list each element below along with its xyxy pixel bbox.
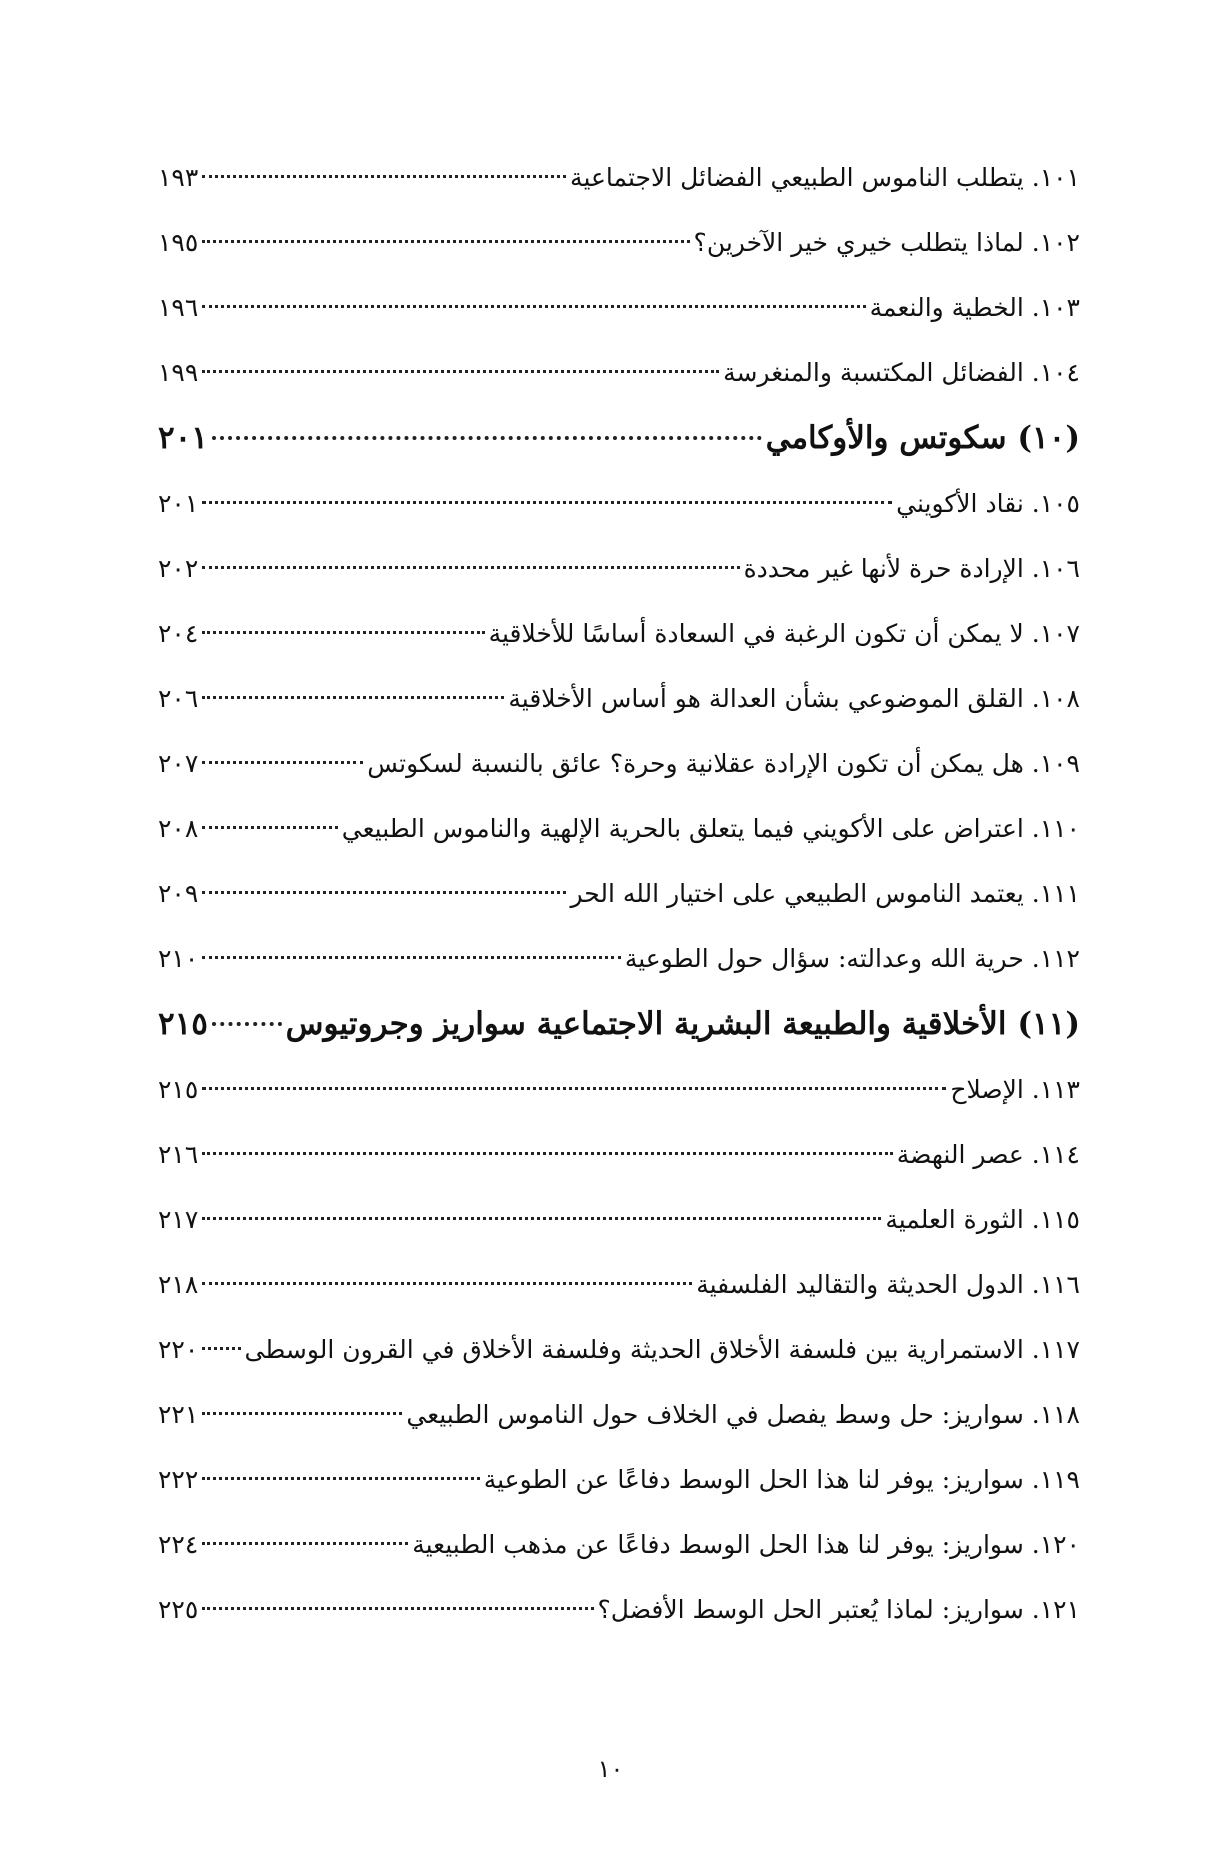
toc-entry [158,1135,1080,1200]
toc-entry-page: ٢٢١ [158,1400,199,1429]
dot-leader [202,1347,240,1350]
dot-leader [202,501,892,504]
dot-leader [202,566,739,569]
toc-entry [158,1525,1080,1590]
toc-entry-title: ١١٨. سواريز: حل وسط يفصل في الخلاف حول الناموس الطبيعي [406,1400,1080,1429]
dot-leader [202,696,504,699]
toc-entry-title: ١١٢. حرية الله وعدالته: سؤال حول الطوعية [624,944,1080,973]
toc-entry-page: ٢١٥ [158,1075,199,1104]
toc-entry-title: ١٠٢. لماذا يتطلب خيري خير الآخرين؟ [693,228,1080,257]
dot-leader [202,826,337,829]
toc-entry-page: ٢٢٥ [158,1595,199,1624]
toc-entry [158,1070,1080,1135]
toc-chapter-title: (١٠) سكوتس والأوكامي [765,420,1080,456]
toc-entry-title: ١٠٩. هل يمكن أن تكون الإرادة عقلانية وحرة؟ عائق بالنسبة لسكوتس [367,749,1080,778]
toc-entry-title: ١٠٦. الإرادة حرة لأنها غير محددة [743,554,1080,583]
toc-entry-title: ١٠٥. نقاد الأكويني [896,489,1080,518]
dot-leader [202,1087,946,1090]
dot-leader [202,631,484,634]
dot-leader [202,1542,408,1545]
dot-leader [202,956,621,959]
toc-entry-page: ١٩٩ [158,358,199,387]
toc-entry-title: ١٠٨. القلق الموضوعي بشأن العدالة هو أساس الأخلاقية [508,684,1080,713]
toc-entry-title: ١١٩. سواريز: يوفر لنا هذا الحل الوسط دفاعًا عن الطوعية [483,1465,1080,1494]
toc-entry-page: ٢١٧ [158,1205,199,1234]
toc-entry-title: ١٢٠. سواريز: يوفر لنا هذا الحل الوسط دفاعًا عن مذهب الطبيعية [412,1530,1080,1559]
toc-entry [158,288,1080,353]
toc-entry-page: ١٩٣ [158,163,199,192]
toc-entry-title: ١١٠. اعتراض على الأكويني فيما يتعلق بالحرية الإلهية والناموس الطبيعي [341,814,1080,843]
toc-entry-page: ١٩٦ [158,293,199,322]
dot-leader [212,436,762,440]
toc-entry-page: ٢٠٩ [158,879,199,908]
toc-chapter-title: (١١) الأخلاقية والطبيعة البشرية الاجتماعية سواريز وجروتيوس [285,1006,1080,1042]
toc-entry-title: ١٠٤. الفضائل المكتسبة والمنغرسة [723,358,1080,387]
toc-entry-page: ٢٢٤ [158,1530,199,1559]
toc-entry-page: ٢١٠ [158,944,199,973]
toc-entry [158,679,1080,744]
dot-leader [202,305,865,308]
dot-leader [202,891,566,894]
dot-leader [202,1412,402,1415]
table-of-contents [158,158,1080,1655]
toc-entry [158,614,1080,679]
toc-entry-page: ٢٠٨ [158,814,199,843]
dot-leader [202,1477,479,1480]
toc-entry-page: ٢٠٦ [158,684,199,713]
dot-leader [202,1217,881,1220]
dot-leader [202,1607,593,1610]
toc-entry [158,744,1080,809]
page-number: ١٠ [597,1755,624,1783]
toc-entry-page: ٢٠٤ [158,619,199,648]
toc-entry-title: ١١٤. عصر النهضة [896,1140,1080,1169]
toc-entry-page: ٢١٨ [158,1270,199,1299]
toc-entry-page: ٢٢٠ [158,1335,199,1364]
toc-chapter-page: ٢١٥ [158,1006,208,1042]
toc-entry [158,1265,1080,1330]
dot-leader [202,175,566,178]
toc-entry [158,1395,1080,1460]
toc-entry [158,353,1080,418]
toc-entry-page: ٢٠٧ [158,749,199,778]
dot-leader [202,1152,892,1155]
toc-entry [158,1330,1080,1395]
toc-entry-title: ١١٧. الاستمرارية بين فلسفة الأخلاق الحديثة وفلسفة الأخلاق في القرون الوسطى [244,1335,1080,1364]
toc-entry-page: ٢٠١ [158,489,199,518]
toc-entry-title: ١٠٧. لا يمكن أن تكون الرغبة في السعادة أساسًا للأخلاقية [488,619,1080,648]
dot-leader [212,1022,282,1026]
dot-leader [202,1282,692,1285]
toc-entry [158,1200,1080,1265]
toc-entry [158,939,1080,1004]
toc-entry-title: ١٢١. سواريز: لماذا يُعتبر الحل الوسط الأفضل؟ [597,1595,1080,1624]
toc-chapter-heading [158,1004,1080,1070]
toc-entry-title: ١٠١. يتطلب الناموس الطبيعي الفضائل الاجتماعية [570,163,1080,192]
toc-entry-title: ١٠٣. الخطية والنعمة [869,293,1080,322]
toc-entry-page: ١٩٥ [158,228,199,257]
toc-entry [158,1460,1080,1525]
dot-leader [202,370,719,373]
toc-entry-page: ٢١٦ [158,1140,199,1169]
toc-entry [158,484,1080,549]
toc-entry [158,1590,1080,1655]
toc-chapter-page: ٢٠١ [158,420,208,456]
toc-entry-title: ١١٣. الإصلاح [950,1075,1080,1104]
toc-entry [158,809,1080,874]
toc-entry [158,549,1080,614]
toc-entry-title: ١١١. يعتمد الناموس الطبيعي على اختيار الله الحر [570,879,1080,908]
dot-leader [202,761,363,764]
toc-entry [158,874,1080,939]
toc-entry-title: ١١٥. الثورة العلمية [885,1205,1080,1234]
toc-entry-page: ٢٢٢ [158,1465,199,1494]
toc-chapter-heading [158,418,1080,484]
toc-entry [158,223,1080,288]
toc-entry-page: ٢٠٢ [158,554,199,583]
dot-leader [202,240,689,243]
toc-entry [158,158,1080,223]
toc-entry-title: ١١٦. الدول الحديثة والتقاليد الفلسفية [696,1270,1080,1299]
